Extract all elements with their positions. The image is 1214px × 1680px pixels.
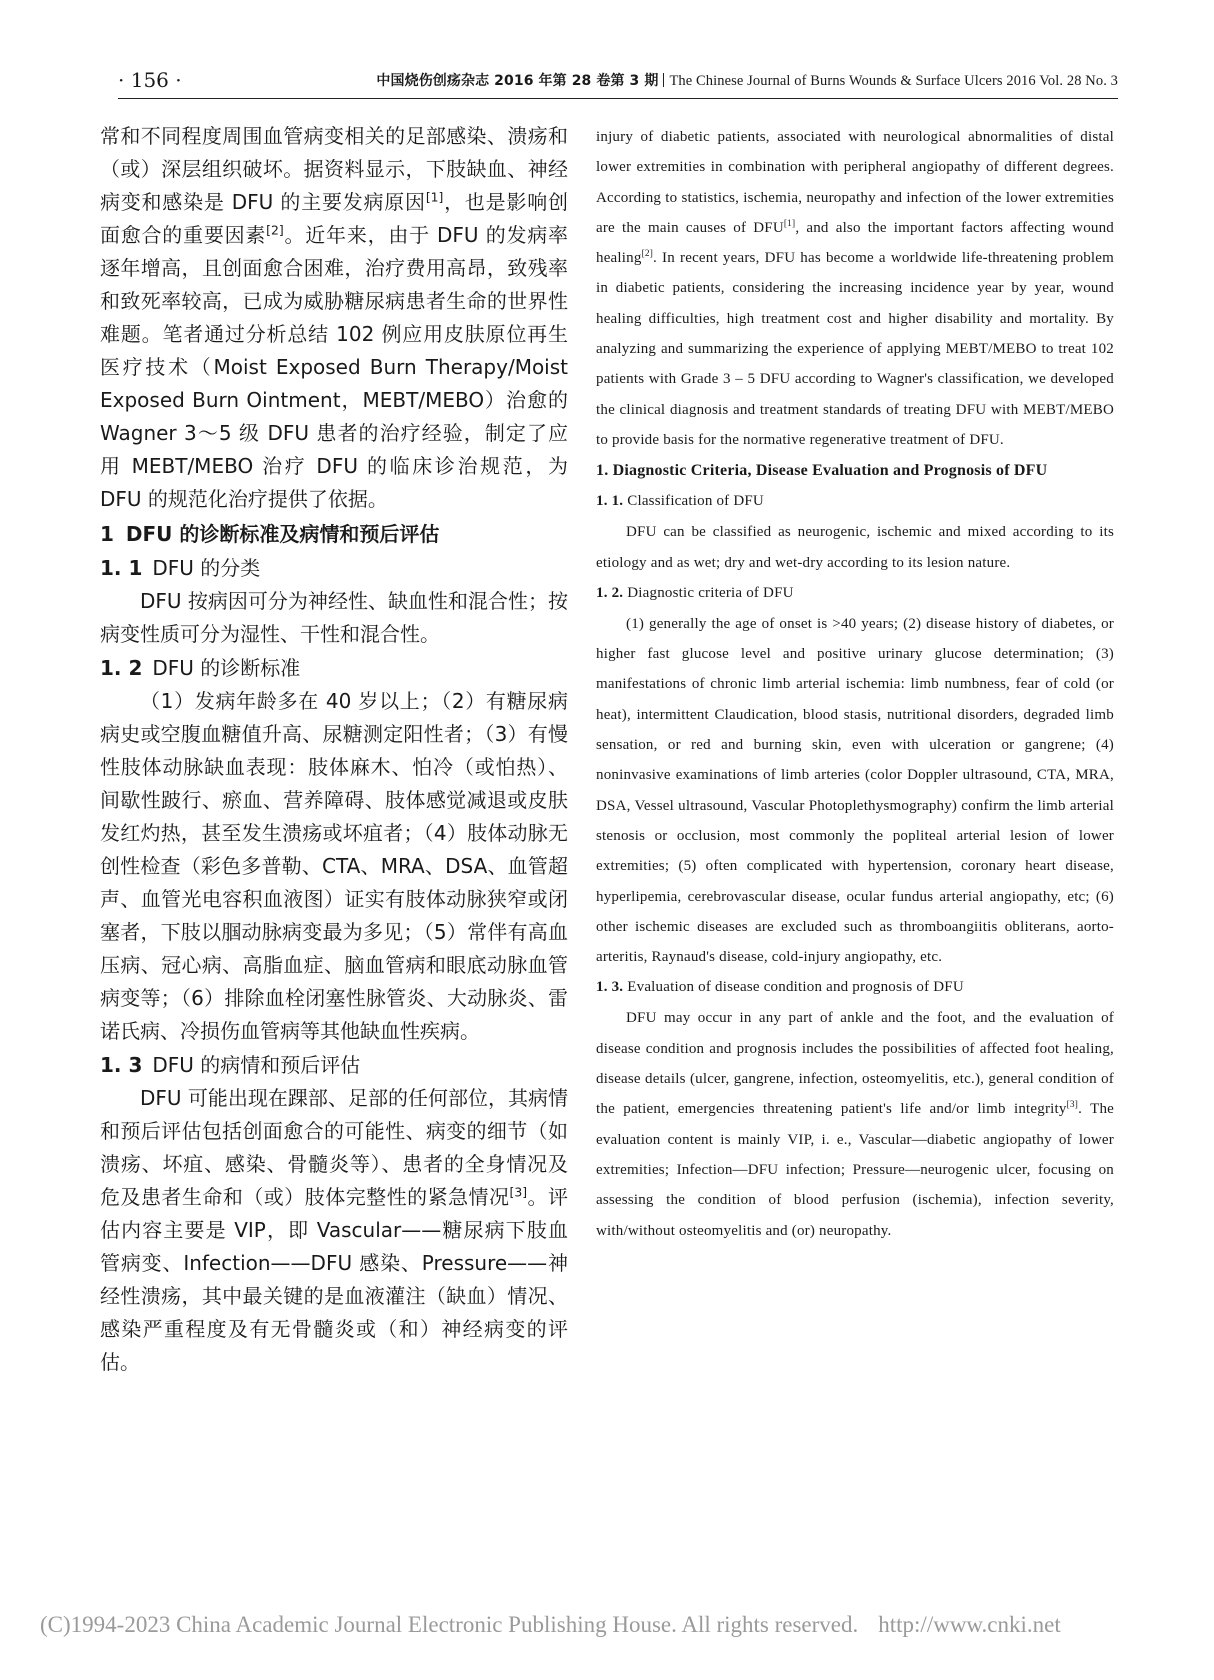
journal-title-en: The Chinese Journal of Burns Wounds & Surface Ulcers 2016 Vol. 28 No. 3 (669, 73, 1118, 89)
citation-1-en[interactable]: [1] (783, 218, 796, 229)
section-1-1-text-cn: DFU 按病因可分为神经性、缺血性和混合性；按病变性质可分为湿性、干性和混合性。 (100, 589, 568, 646)
section-1-3-text-en: DFU may occur in any part of ankle and the foot, and the evaluation of disease condition and prognosis includes the possibilities of affected foot healing, disease details (ulcer, gangrene, infection, osteomyelitis, etc.), general condition of the patient, emergencies threatening patient's life and/or limb integrity[3]. The evaluation content is mainly VIP, i. e., Vascular—diabetic angiopathy of lower extremities; Infection—DFU infection; Pressure—neurogenic ulcer, focusing on assessing the condition of blood perfusion (ischemia), infection severity, with/without osteomyelitis and (or) neuropathy. (596, 1010, 1114, 1239)
section-1-1-text-en: DFU can be classified as neurogenic, ischemic and mixed according to its etiology and as wet; dry and wet-dry according to its lesion nature. (596, 524, 1114, 571)
section-1-2-heading-en: 1. 2. Diagnostic criteria of DFU (596, 584, 794, 601)
citation-3-en[interactable]: [3] (1066, 1100, 1079, 1111)
citation-3[interactable]: [3] (509, 1184, 528, 1200)
citation-2-en[interactable]: [2] (641, 249, 654, 260)
copyright-text: (C)1994-2023 China Academic Journal Electronic Publishing House. All rights reserved. (40, 1612, 859, 1637)
section-1-heading-en: 1. Diagnostic Criteria, Disease Evaluation and Prognosis of DFU (596, 462, 1048, 480)
section-1-2-text-cn: （1）发病年龄多在 40 岁以上；（2）有糖尿病病史或空腹血糖值升高、尿糖测定阳性者；（3）有慢性肢体动脉缺血表现：肢体麻木、怕冷（或怕热）、间歇性跛行、瘀血、营养障碍、肢体感觉减退或皮肤发红灼热，甚至发生溃疡或坏疽者；（4）肢体动脉无创性检查（彩色多普勒、CTA、MRA、DSA、血管超声、血管光电容积血液图）证实有肢体动脉狭窄或闭塞者，下肢以腘动脉病变最为多见；（5）常伴有高血压病、冠心病、高脂血症、脑血管病和眼底动脉血管病变等；（6）排除血栓闭塞性脉管炎、大动脉炎、雷诺氏病、冷损伤血管病等其他缺血性疾病。 (100, 689, 568, 1043)
section-1-1-heading-cn: 1. 1 DFU 的分类 (100, 556, 261, 580)
citation-2[interactable]: [2] (266, 222, 284, 238)
section-1-3-heading-cn: 1. 3 DFU 的病情和预后评估 (100, 1053, 361, 1077)
cnki-link[interactable]: http://www.cnki.net (878, 1612, 1061, 1637)
header-separator (663, 73, 664, 87)
intro-paragraph-cn: 常和不同程度周围血管病变相关的足部感染、溃疡和（或）深层组织破坏。据资料显示，下肢缺血、神经病变和感染是 DFU 的主要发病原因[1]，也是影响创面愈合的重要因素[2]。近年来，由于 DFU 的发病率逐年增高，且创面愈合困难，治疗费用高昂，致残率和致死率较高，已成为威胁糖尿病患者生命的世界性难题。笔者通过分析总结 102 例应用皮肤原位再生医疗技术（Moist Exposed Burn Therapy/Moist Exposed Burn Ointment，MEBT/MEBO）治愈的 Wagner 3～5 级 DFU 患者的治疗经验，制定了应用 MEBT/MEBO 治疗 DFU 的临床诊治规范，为 DFU 的规范化治疗提供了依据。 (100, 124, 569, 511)
page-number: · 156 · (118, 68, 182, 92)
section-1-2-heading-cn: 1. 2 DFU 的诊断标准 (100, 656, 301, 680)
journal-title-cn: 中国烧伤创疡杂志 2016 年第 28 卷第 3 期 (376, 73, 659, 89)
section-1-3-heading-en: 1. 3. Evaluation of disease condition and prognosis of DFU (596, 979, 964, 996)
journal-info (376, 70, 1118, 90)
copyright-footer (40, 1612, 1190, 1638)
chinese-column (100, 120, 568, 1379)
english-column (596, 122, 1114, 1246)
section-1-heading-cn: 1 DFU 的诊断标准及病情和预后评估 (100, 522, 440, 546)
intro-paragraph-en: injury of diabetic patients, associated with neurological abnormalities of distal lower extremities in combination with peripheral angiopathy of different degrees. According to statistics, ischemia, neuropathy and infection of the lower extremities are the main causes of DFU[1], and also the important factors affecting wound healing[2]. In recent years, DFU has become a worldwide life-threatening problem in diabetic patients, considering the increasing incidence year by year, wound healing difficulties, high treatment cost and higher disability and mortality. By analyzing and summarizing the experience of applying MEBT/MEBO to treat 102 patients with Grade 3 – 5 DFU according to Wagner's classification, we developed the clinical diagnosis and treatment standards of treating DFU with MEBT/MEBO to provide basis for the normative regenerative treatment of DFU. (596, 129, 1114, 448)
citation-1[interactable]: [1] (425, 189, 444, 205)
section-1-2-text-en: (1) generally the age of onset is >40 years; (2) disease history of diabetes, or higher fast glucose level and positive urinary glucose determination; (3) manifestations of chronic limb arterial ischemia: limb numbness, fear of cold (or heat), intermittent Claudication, blood stasis, nutritional disorders, degraded limb sensation, or red and burning skin, even with ulceration or gangrene; (4) noninvasive examinations of limb arteries (color Doppler ultrasound, CTA, MRA, DSA, Vessel ultrasound, Vascular Photoplethysmography) confirm the limb arterial stenosis or occlusion, most commonly the popliteal arterial lesion of lower extremities; (5) often complicated with hypertension, coronary heart disease, hyperlipemia, cerebrovascular disease, ocular fundus arterial angiopathy, etc; (6) other ischemic diseases are excluded such as thromboangiitis obliterans, aorto-arteritis, Raynaud's disease, cold-injury angiopathy, etc. (596, 615, 1114, 966)
running-header (118, 64, 1118, 99)
section-1-1-heading-en: 1. 1. Classification of DFU (596, 493, 764, 510)
section-1-3-text-cn: DFU 可能出现在踝部、足部的任何部位，其病情和预后评估包括创面愈合的可能性、病变的细节（如溃疡、坏疽、感染、骨髓炎等）、患者的全身情况及危及患者生命和（或）肢体完整性的紧急情况[3]。评估内容主要是 VIP，即 Vascular——糖尿病下肢血管病变、Infection——DFU 感染、Pressure——神经性溃疡，其中最关键的是血液灌注（缺血）情况、感染严重程度及有无骨髓炎或（和）神经病变的评估。 (100, 1086, 569, 1374)
